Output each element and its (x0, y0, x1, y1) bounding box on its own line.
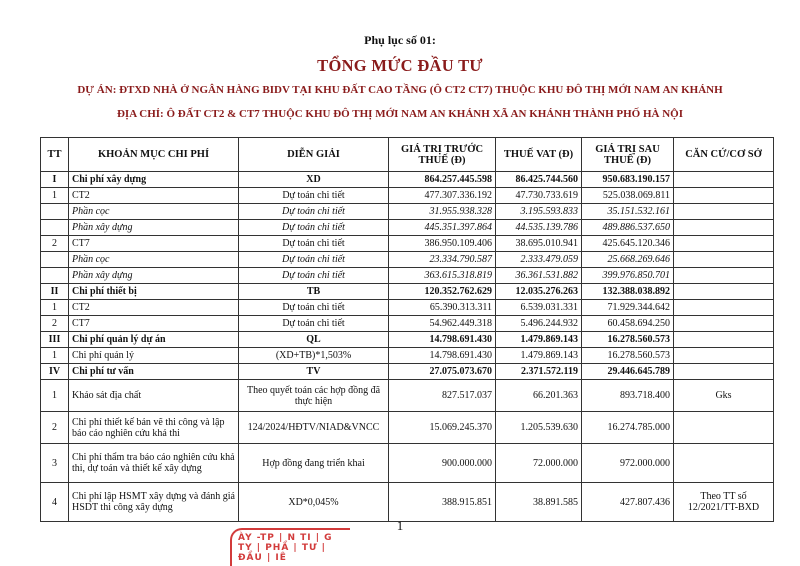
row-after-tax: 35.151.532.161 (582, 204, 674, 220)
page-number: 1 (396, 518, 404, 533)
table-row (41, 332, 774, 348)
row-item: Chi phí thiết kế bản vẽ thi công và lập báo cáo nghiên cứu khả thi (69, 412, 239, 444)
row-vat: 3.195.593.833 (496, 204, 582, 220)
row-tt: II (41, 284, 69, 300)
row-before-tax: 14.798.691.430 (389, 332, 496, 348)
row-desc: TV (239, 364, 389, 380)
row-before-tax: 120.352.762.629 (389, 284, 496, 300)
row-before-tax: 54.962.449.318 (389, 316, 496, 332)
investment-table (40, 137, 774, 522)
row-before-tax: 31.955.938.328 (389, 204, 496, 220)
row-vat: 1.479.869.143 (496, 332, 582, 348)
col-header-after-tax: GIÁ TRỊ SAU THUẾ (Đ) (582, 138, 674, 172)
row-desc: XD (239, 172, 389, 188)
row-tt (41, 220, 69, 236)
row-before-tax: 386.950.109.406 (389, 236, 496, 252)
row-item: CT7 (69, 316, 239, 332)
row-before-tax: 14.798.691.430 (389, 348, 496, 364)
row-before-tax: 388.915.851 (389, 483, 496, 522)
row-basis (674, 188, 774, 204)
row-after-tax: 950.683.190.157 (582, 172, 674, 188)
row-after-tax: 425.645.120.346 (582, 236, 674, 252)
row-basis (674, 364, 774, 380)
row-basis (674, 332, 774, 348)
row-item: Chi phí quản lý dự án (69, 332, 239, 348)
row-desc: Dự toán chi tiết (239, 204, 389, 220)
row-item: Khảo sát địa chất (69, 380, 239, 412)
row-desc: Hợp đồng đang triển khai (239, 444, 389, 483)
row-basis (674, 316, 774, 332)
row-desc: 124/2024/HĐTV/NIAD&VNCC (239, 412, 389, 444)
row-vat: 36.361.531.882 (496, 268, 582, 284)
row-item: CT2 (69, 188, 239, 204)
row-tt (41, 268, 69, 284)
row-desc: TB (239, 284, 389, 300)
row-basis (674, 236, 774, 252)
row-desc: (XD+TB)*1,503% (239, 348, 389, 364)
row-item: Chi phí quản lý (69, 348, 239, 364)
row-vat: 47.730.733.619 (496, 188, 582, 204)
row-vat: 72.000.000 (496, 444, 582, 483)
row-basis: Gks (674, 380, 774, 412)
row-after-tax: 16.278.560.573 (582, 332, 674, 348)
table-row (41, 268, 774, 284)
row-basis (674, 268, 774, 284)
row-vat: 1.205.539.630 (496, 412, 582, 444)
row-before-tax: 65.390.313.311 (389, 300, 496, 316)
row-before-tax: 827.517.037 (389, 380, 496, 412)
table-row (41, 204, 774, 220)
table-row (41, 252, 774, 268)
row-tt (41, 204, 69, 220)
row-before-tax: 445.351.397.864 (389, 220, 496, 236)
row-tt: 4 (41, 483, 69, 522)
table-row (41, 300, 774, 316)
row-vat: 38.891.585 (496, 483, 582, 522)
row-desc: XD*0,045% (239, 483, 389, 522)
row-after-tax: 16.278.560.573 (582, 348, 674, 364)
table-row (41, 380, 774, 412)
table-row (41, 348, 774, 364)
row-desc: Dự toán chi tiết (239, 188, 389, 204)
row-item: Phần xây dựng (69, 268, 239, 284)
row-tt: 1 (41, 188, 69, 204)
col-header-basis: CĂN CỨ/CƠ SỞ (674, 138, 774, 172)
row-vat: 44.535.139.786 (496, 220, 582, 236)
row-desc: Dự toán chi tiết (239, 236, 389, 252)
row-desc: Dự toán chi tiết (239, 252, 389, 268)
col-header-desc: DIỄN GIẢI (239, 138, 389, 172)
col-header-item: KHOẢN MỤC CHI PHÍ (69, 138, 239, 172)
row-item: CT7 (69, 236, 239, 252)
row-after-tax: 972.000.000 (582, 444, 674, 483)
row-vat: 38.695.010.941 (496, 236, 582, 252)
row-tt: 2 (41, 316, 69, 332)
project-line: DỰ ÁN: ĐTXD NHÀ Ở NGÂN HÀNG BIDV TẠI KHU ĐẤT CAO TẦNG (Ô CT2 CT7) THUỘC KHU ĐÔ THỊ MỚI NAM AN KHÁNH (77, 84, 723, 96)
table-row (41, 444, 774, 483)
row-item: Phần xây dựng (69, 220, 239, 236)
row-before-tax: 23.334.790.587 (389, 252, 496, 268)
row-tt: 1 (41, 300, 69, 316)
row-after-tax: 525.038.069.811 (582, 188, 674, 204)
table-row (41, 483, 774, 522)
row-item: Chi phí thẩm tra báo cáo nghiên cứu khả thi, dự toán và thiết kế xây dựng (69, 444, 239, 483)
table-row (41, 316, 774, 332)
row-basis (674, 348, 774, 364)
row-desc: QL (239, 332, 389, 348)
row-tt: I (41, 172, 69, 188)
address-line: ĐỊA CHỈ: Ô ĐẤT CT2 & CT7 THUỘC KHU ĐÔ THỊ MỚI NAM AN KHÁNH XÃ AN KHÁNH THÀNH PHỐ HÀ NỘI (116, 108, 684, 120)
row-before-tax: 864.257.445.598 (389, 172, 496, 188)
row-item: Phần cọc (69, 252, 239, 268)
document-title: TỔNG MỨC ĐẦU TƯ (317, 56, 483, 75)
row-before-tax: 477.307.336.192 (389, 188, 496, 204)
col-header-before-tax: GIÁ TRỊ TRƯỚC THUẾ (Đ) (389, 138, 496, 172)
row-vat: 12.035.276.263 (496, 284, 582, 300)
row-after-tax: 132.388.038.892 (582, 284, 674, 300)
row-tt: 3 (41, 444, 69, 483)
row-item: CT2 (69, 300, 239, 316)
row-after-tax: 399.976.850.701 (582, 268, 674, 284)
row-before-tax: 900.000.000 (389, 444, 496, 483)
row-vat: 2.371.572.119 (496, 364, 582, 380)
table-row (41, 364, 774, 380)
row-after-tax: 71.929.344.642 (582, 300, 674, 316)
row-after-tax: 16.274.785.000 (582, 412, 674, 444)
row-after-tax: 29.446.645.789 (582, 364, 674, 380)
row-item: Phần cọc (69, 204, 239, 220)
row-item: Chi phí lập HSMT xây dựng và đánh giá HSDT thi công xây dựng (69, 483, 239, 522)
row-before-tax: 363.615.318.819 (389, 268, 496, 284)
table-row (41, 412, 774, 444)
table-row (41, 220, 774, 236)
row-vat: 6.539.031.331 (496, 300, 582, 316)
row-basis (674, 284, 774, 300)
row-after-tax: 489.886.537.650 (582, 220, 674, 236)
row-item: Chi phí tư vấn (69, 364, 239, 380)
row-after-tax: 25.668.269.646 (582, 252, 674, 268)
row-tt: 1 (41, 380, 69, 412)
row-desc: Dự toán chi tiết (239, 300, 389, 316)
row-tt: 1 (41, 348, 69, 364)
row-desc: Dự toán chi tiết (239, 268, 389, 284)
row-tt: 2 (41, 236, 69, 252)
col-header-tt: TT (41, 138, 69, 172)
row-desc: Dự toán chi tiết (239, 220, 389, 236)
row-basis (674, 252, 774, 268)
row-basis (674, 220, 774, 236)
row-tt: 2 (41, 412, 69, 444)
row-basis: Theo TT số 12/2021/TT-BXD (674, 483, 774, 522)
row-tt (41, 252, 69, 268)
row-vat: 86.425.744.560 (496, 172, 582, 188)
row-basis (674, 412, 774, 444)
row-vat: 5.496.244.932 (496, 316, 582, 332)
appendix-label: Phụ lục số 01: (364, 33, 436, 47)
row-before-tax: 15.069.245.370 (389, 412, 496, 444)
row-item: Chi phí xây dựng (69, 172, 239, 188)
red-seal-stamp: ÀY -TP | N TI | G TY | PHẦ | TƯ | ĐẦU | IÊ (230, 528, 350, 566)
table-row (41, 188, 774, 204)
row-vat: 2.333.479.059 (496, 252, 582, 268)
table-row (41, 284, 774, 300)
table-header-row (41, 138, 774, 172)
row-after-tax: 427.807.436 (582, 483, 674, 522)
table-row (41, 236, 774, 252)
row-basis (674, 204, 774, 220)
row-basis (674, 172, 774, 188)
row-vat: 1.479.869.143 (496, 348, 582, 364)
col-header-vat: THUẾ VAT (Đ) (496, 138, 582, 172)
row-basis (674, 444, 774, 483)
row-basis (674, 300, 774, 316)
row-tt: IV (41, 364, 69, 380)
row-item: Chi phí thiết bị (69, 284, 239, 300)
row-tt: III (41, 332, 69, 348)
table-row (41, 172, 774, 188)
row-before-tax: 27.075.073.670 (389, 364, 496, 380)
row-desc: Theo quyết toán các hợp đồng đã thực hiện (239, 380, 389, 412)
row-after-tax: 893.718.400 (582, 380, 674, 412)
row-after-tax: 60.458.694.250 (582, 316, 674, 332)
row-desc: Dự toán chi tiết (239, 316, 389, 332)
row-vat: 66.201.363 (496, 380, 582, 412)
